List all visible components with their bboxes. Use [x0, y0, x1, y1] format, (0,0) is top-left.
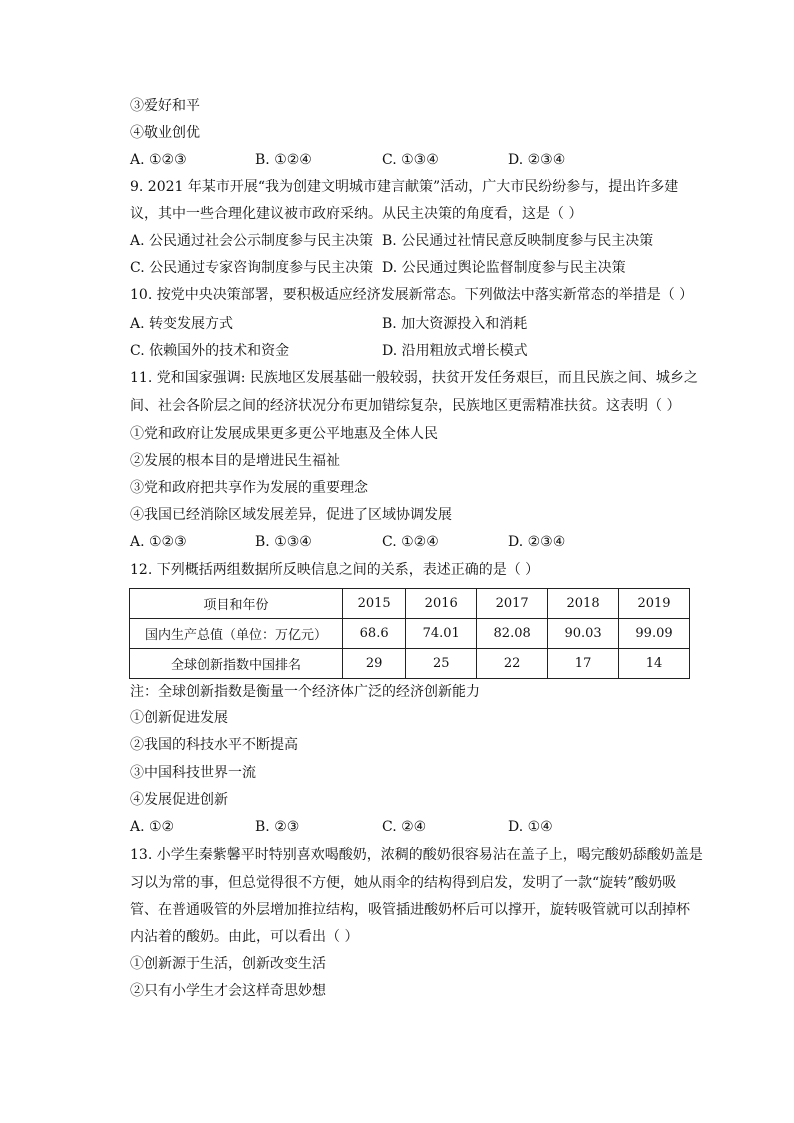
q12-option-b: B. ②③ — [255, 819, 300, 835]
table-cell: 82.08 — [477, 619, 548, 649]
q10-option-c: C. 依赖国外的技术和资金 — [130, 343, 290, 359]
q8-statement-3: ③爱好和平 — [130, 98, 200, 114]
q9-option-d: D. 公民通过舆论监督制度参与民主决策 — [382, 260, 626, 276]
q12-statement-4: ④发展促进创新 — [130, 792, 228, 808]
q12-options — [130, 817, 690, 837]
q11-options — [130, 532, 690, 552]
q8-statement-4: ④敬业创优 — [130, 125, 200, 141]
table-cell: 90.03 — [548, 619, 619, 649]
q9-text-1: 9. 2021 年某市开展“我为创建文明城市建言献策”活动，广大市民纷纷参与，提出许多建 — [130, 179, 679, 195]
q11-text-1: 11. 党和国家强调: 民族地区发展基础一般较弱，扶贫开发任务艰巨，而且民族之间、城乡之 — [130, 370, 698, 386]
q13-text-4: 内沾着的酸奶。由此，可以看出（ ） — [130, 929, 359, 945]
table-cell: 项目和年份 — [130, 589, 343, 619]
q10-option-a: A. 转变发展方式 — [130, 316, 234, 332]
q12-option-a: A. ①② — [130, 819, 175, 835]
table-cell: 68.6 — [343, 619, 406, 649]
table-cell: 2015 — [343, 589, 406, 619]
q10-option-d: D. 沿用粗放式增长模式 — [382, 343, 528, 359]
q11-statement-2: ②发展的根本目的是增进民生福祉 — [130, 453, 340, 469]
q11-option-a: A. ①②③ — [130, 534, 187, 550]
q8-option-b: B. ①②④ — [255, 152, 312, 168]
q13-statement-2: ②只有小学生才会这样奇思妙想 — [130, 983, 326, 999]
table-cell: 99.09 — [619, 619, 690, 649]
q11-text-2: 间、社会各阶层之间的经济状况分布更加错综复杂，民族地区更需精准扶贫。这表明（ ） — [130, 398, 681, 414]
table-cell: 国内生产总值（单位：万亿元） — [130, 619, 343, 649]
table-cell: 74.01 — [406, 619, 477, 649]
q12-note: 注：全球创新指数是衡量一个经济体广泛的经济创新能力 — [130, 684, 480, 700]
table-cell: 2018 — [548, 589, 619, 619]
q13-text-1: 13. 小学生秦紫馨平时特别喜欢喝酸奶，浓稠的酸奶很容易沾在盖子上，喝完酸奶舔酸奶盖是 — [130, 847, 703, 863]
table-cell: 29 — [343, 649, 406, 679]
table-cell: 2016 — [406, 589, 477, 619]
q9-text-2: 议，其中一些合理化建议被市政府采纳。从民主决策的角度看，这是（ ） — [130, 206, 583, 222]
q11-option-c: C. ①②④ — [382, 534, 439, 550]
q9-option-c: C. 公民通过专家咨询制度参与民主决策 — [130, 260, 374, 276]
q9-option-a: A. 公民通过社会公示制度参与民主决策 — [130, 233, 374, 249]
q8-options — [130, 150, 690, 170]
table-row — [130, 589, 690, 619]
table-cell: 17 — [548, 649, 619, 679]
q12-option-c: C. ②④ — [382, 819, 427, 835]
q12-text: 12. 下列概括两组数据所反映信息之间的关系，表述正确的是（ ） — [130, 562, 540, 578]
q9-options-row1 — [130, 231, 690, 251]
q12-option-d: D. ①④ — [508, 819, 553, 835]
q11-statement-1: ①党和政府让发展成果更多更公平地惠及全体人民 — [130, 426, 438, 442]
table-row — [130, 619, 690, 649]
q8-option-d: D. ②③④ — [508, 152, 566, 168]
q9-option-b: B. 公民通过社情民意反映制度参与民主决策 — [382, 233, 654, 249]
data-table — [129, 588, 690, 679]
q8-option-a: A. ①②③ — [130, 152, 187, 168]
q10-options-row1 — [130, 314, 690, 334]
q12-statement-1: ①创新促进发展 — [130, 710, 228, 726]
q13-text-3: 管、在普通吸管的外层增加推拉结构，吸管插进酸奶杯后可以撑开，旋转吸管就可以刮掉杯 — [130, 902, 690, 918]
table-row — [130, 649, 690, 679]
table-cell: 14 — [619, 649, 690, 679]
table-cell: 22 — [477, 649, 548, 679]
q9-options-row2 — [130, 258, 690, 278]
q11-option-b: B. ①③④ — [255, 534, 312, 550]
q10-option-b: B. 加大资源投入和消耗 — [382, 316, 528, 332]
q10-text: 10. 按党中央决策部署，要积极适应经济发展新常态。下列做法中落实新常态的举措是（ ） — [130, 287, 694, 303]
q11-option-d: D. ②③④ — [508, 534, 566, 550]
q12-statement-2: ②我国的科技水平不断提高 — [130, 737, 298, 753]
q11-statement-4: ④我国已经消除区域发展差异，促进了区域协调发展 — [130, 507, 452, 523]
table-cell: 2019 — [619, 589, 690, 619]
table-cell: 25 — [406, 649, 477, 679]
q13-text-2: 习以为常的事，但总觉得很不方便，她从雨伞的结构得到启发，发明了一款“旋转”酸奶吸 — [130, 875, 677, 891]
q11-statement-3: ③党和政府把共享作为发展的重要理念 — [130, 480, 368, 496]
q8-option-c: C. ①③④ — [382, 152, 439, 168]
table-cell: 2017 — [477, 589, 548, 619]
table-cell: 全球创新指数中国排名 — [130, 649, 343, 679]
q10-options-row2 — [130, 341, 690, 361]
q13-statement-1: ①创新源于生活，创新改变生活 — [130, 956, 326, 972]
q12-statement-3: ③中国科技世界一流 — [130, 765, 256, 781]
